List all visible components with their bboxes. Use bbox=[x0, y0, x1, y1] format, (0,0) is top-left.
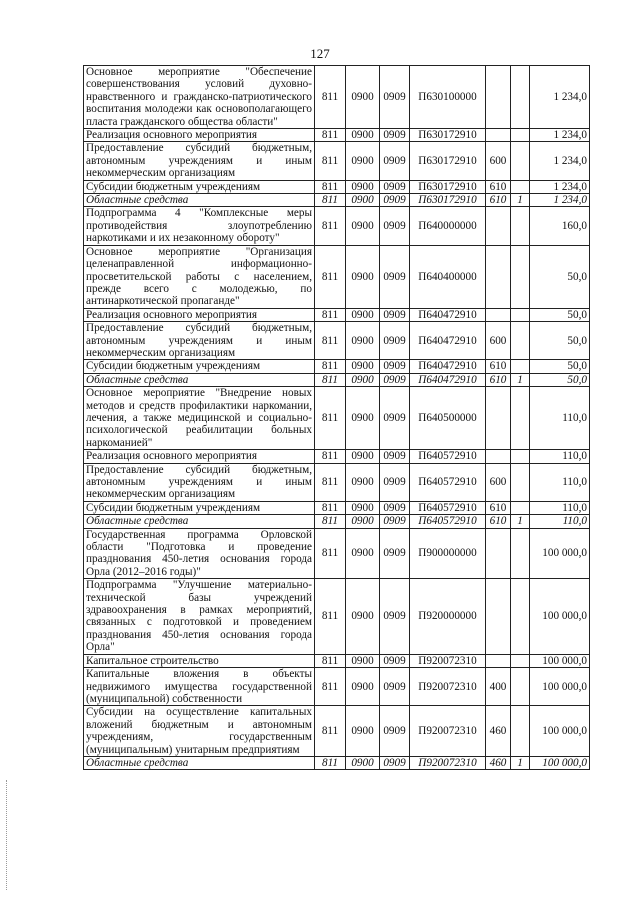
grbs-code-cell: 811 bbox=[315, 463, 346, 501]
target-article-cell: П920072310 bbox=[410, 668, 486, 706]
table-row bbox=[84, 142, 590, 180]
row-name-cell: Областные средства bbox=[84, 194, 315, 207]
budget-table-body bbox=[84, 66, 590, 770]
target-article-cell: П900000000 bbox=[410, 528, 486, 579]
target-article-cell: П640472910 bbox=[410, 322, 486, 360]
expense-type-cell bbox=[486, 129, 511, 142]
grbs-code-cell: 811 bbox=[315, 207, 346, 245]
table-row bbox=[84, 668, 590, 706]
target-article-cell: П630172910 bbox=[410, 129, 486, 142]
grbs-code-cell: 811 bbox=[315, 515, 346, 528]
subsection-code-cell: 0909 bbox=[380, 207, 410, 245]
subsection-code-cell: 0909 bbox=[380, 308, 410, 321]
target-article-cell: П920072310 bbox=[410, 706, 486, 757]
row-name-cell: Областные средства bbox=[84, 515, 315, 528]
expense-type-cell: 600 bbox=[486, 463, 511, 501]
expense-type-cell bbox=[486, 66, 511, 129]
row-name-cell: Подпрограмма "Улучшение материально-технической базы учреждений здравоохранения в рамках мероприятий, связанных с подготовкой и проведением празднования 450-летия основания города Орла" bbox=[84, 579, 315, 654]
amount-cell: 50,0 bbox=[530, 322, 590, 360]
section-code-cell: 0900 bbox=[346, 207, 380, 245]
row-name-cell: Предоставление субсидий бюджетным, автономным учреждениям и иным некоммерческим организациям bbox=[84, 142, 315, 180]
section-code-cell: 0900 bbox=[346, 668, 380, 706]
table-row bbox=[84, 360, 590, 373]
expense-type-cell bbox=[486, 579, 511, 654]
amount-cell: 110,0 bbox=[530, 450, 590, 463]
amount-cell: 110,0 bbox=[530, 463, 590, 501]
table-row bbox=[84, 308, 590, 321]
row-name-cell: Основное мероприятие "Организация целенаправленной информационно-просветительской работы с населением, прежде всего с молодежью, по антинаркотической пропаганде" bbox=[84, 245, 315, 308]
table-row bbox=[84, 756, 590, 769]
grbs-code-cell: 811 bbox=[315, 654, 346, 667]
expense-type-cell: 610 bbox=[486, 180, 511, 193]
target-article-cell: П640472910 bbox=[410, 360, 486, 373]
amount-cell: 100 000,0 bbox=[530, 668, 590, 706]
amount-cell: 110,0 bbox=[530, 501, 590, 514]
expense-type-cell bbox=[486, 528, 511, 579]
funding-source-cell: 1 bbox=[511, 515, 530, 528]
row-name-cell: Капитальное строительство bbox=[84, 654, 315, 667]
expense-type-cell bbox=[486, 387, 511, 450]
funding-source-cell bbox=[511, 668, 530, 706]
funding-source-cell: 1 bbox=[511, 373, 530, 386]
expense-type-cell: 610 bbox=[486, 194, 511, 207]
grbs-code-cell: 811 bbox=[315, 528, 346, 579]
grbs-code-cell: 811 bbox=[315, 450, 346, 463]
amount-cell: 160,0 bbox=[530, 207, 590, 245]
expense-type-cell: 600 bbox=[486, 142, 511, 180]
amount-cell: 110,0 bbox=[530, 387, 590, 450]
amount-cell: 100 000,0 bbox=[530, 756, 590, 769]
row-name-cell: Субсидии бюджетным учреждениям bbox=[84, 360, 315, 373]
grbs-code-cell: 811 bbox=[315, 373, 346, 386]
subsection-code-cell: 0909 bbox=[380, 66, 410, 129]
table-row bbox=[84, 463, 590, 501]
grbs-code-cell: 811 bbox=[315, 180, 346, 193]
section-code-cell: 0900 bbox=[346, 756, 380, 769]
row-name-cell: Субсидии бюджетным учреждениям bbox=[84, 501, 315, 514]
section-code-cell: 0900 bbox=[346, 450, 380, 463]
grbs-code-cell: 811 bbox=[315, 308, 346, 321]
grbs-code-cell: 811 bbox=[315, 194, 346, 207]
target-article-cell: П640572910 bbox=[410, 501, 486, 514]
row-name-cell: Основное мероприятие "Внедрение новых методов и средств профилактики наркомании, лечения, а также медицинской и социально-психологической реабилитации больных наркоманией" bbox=[84, 387, 315, 450]
expense-type-cell: 610 bbox=[486, 515, 511, 528]
amount-cell: 110,0 bbox=[530, 515, 590, 528]
funding-source-cell bbox=[511, 450, 530, 463]
amount-cell: 50,0 bbox=[530, 308, 590, 321]
target-article-cell: П640400000 bbox=[410, 245, 486, 308]
funding-source-cell bbox=[511, 322, 530, 360]
target-article-cell: П640572910 bbox=[410, 463, 486, 501]
grbs-code-cell: 811 bbox=[315, 387, 346, 450]
table-row bbox=[84, 373, 590, 386]
grbs-code-cell: 811 bbox=[315, 142, 346, 180]
section-code-cell: 0900 bbox=[346, 142, 380, 180]
section-code-cell: 0900 bbox=[346, 322, 380, 360]
amount-cell: 100 000,0 bbox=[530, 706, 590, 757]
section-code-cell: 0900 bbox=[346, 66, 380, 129]
subsection-code-cell: 0909 bbox=[380, 322, 410, 360]
section-code-cell: 0900 bbox=[346, 501, 380, 514]
expense-type-cell: 460 bbox=[486, 756, 511, 769]
expense-type-cell: 610 bbox=[486, 360, 511, 373]
subsection-code-cell: 0909 bbox=[380, 180, 410, 193]
subsection-code-cell: 0909 bbox=[380, 373, 410, 386]
row-name-cell: Предоставление субсидий бюджетным, автономным учреждениям и иным некоммерческим организациям bbox=[84, 463, 315, 501]
page-number: 127 bbox=[310, 46, 330, 61]
expense-type-cell bbox=[486, 308, 511, 321]
table-row bbox=[84, 706, 590, 757]
subsection-code-cell: 0909 bbox=[380, 706, 410, 757]
table-row bbox=[84, 194, 590, 207]
section-code-cell: 0900 bbox=[346, 373, 380, 386]
funding-source-cell: 1 bbox=[511, 194, 530, 207]
subsection-code-cell: 0909 bbox=[380, 245, 410, 308]
subsection-code-cell: 0909 bbox=[380, 360, 410, 373]
row-name-cell: Реализация основного мероприятия bbox=[84, 308, 315, 321]
grbs-code-cell: 811 bbox=[315, 66, 346, 129]
section-code-cell: 0900 bbox=[346, 579, 380, 654]
section-code-cell: 0900 bbox=[346, 515, 380, 528]
amount-cell: 100 000,0 bbox=[530, 528, 590, 579]
expense-type-cell: 600 bbox=[486, 322, 511, 360]
subsection-code-cell: 0909 bbox=[380, 668, 410, 706]
subsection-code-cell: 0909 bbox=[380, 129, 410, 142]
funding-source-cell bbox=[511, 142, 530, 180]
row-name-cell: Областные средства bbox=[84, 756, 315, 769]
table-row bbox=[84, 515, 590, 528]
funding-source-cell bbox=[511, 463, 530, 501]
row-name-cell: Субсидии бюджетным учреждениям bbox=[84, 180, 315, 193]
subsection-code-cell: 0909 bbox=[380, 528, 410, 579]
target-article-cell: П640500000 bbox=[410, 387, 486, 450]
expense-type-cell: 400 bbox=[486, 668, 511, 706]
row-name-cell: Основное мероприятие "Обеспечение совершенствования условий духовно-нравственного и гражданско-патриотического воспитания молодежи как основополагающего пласта гражданского общества области" bbox=[84, 66, 315, 129]
subsection-code-cell: 0909 bbox=[380, 501, 410, 514]
table-row bbox=[84, 501, 590, 514]
target-article-cell: П630172910 bbox=[410, 142, 486, 180]
target-article-cell: П630100000 bbox=[410, 66, 486, 129]
amount-cell: 50,0 bbox=[530, 373, 590, 386]
funding-source-cell bbox=[511, 308, 530, 321]
amount-cell: 1 234,0 bbox=[530, 142, 590, 180]
section-code-cell: 0900 bbox=[346, 360, 380, 373]
expense-type-cell: 610 bbox=[486, 501, 511, 514]
subsection-code-cell: 0909 bbox=[380, 450, 410, 463]
row-name-cell: Реализация основного мероприятия bbox=[84, 129, 315, 142]
grbs-code-cell: 811 bbox=[315, 668, 346, 706]
subsection-code-cell: 0909 bbox=[380, 756, 410, 769]
section-code-cell: 0900 bbox=[346, 129, 380, 142]
funding-source-cell bbox=[511, 207, 530, 245]
row-name-cell: Государственная программа Орловской области "Подготовка и проведение празднования 450-летия основания города Орла (2012–2016 годы)" bbox=[84, 528, 315, 579]
funding-source-cell bbox=[511, 129, 530, 142]
funding-source-cell bbox=[511, 360, 530, 373]
funding-source-cell: 1 bbox=[511, 756, 530, 769]
funding-source-cell bbox=[511, 579, 530, 654]
target-article-cell: П920072310 bbox=[410, 654, 486, 667]
table-row bbox=[84, 66, 590, 129]
expense-type-cell bbox=[486, 654, 511, 667]
expense-type-cell bbox=[486, 207, 511, 245]
target-article-cell: П630172910 bbox=[410, 180, 486, 193]
grbs-code-cell: 811 bbox=[315, 245, 346, 308]
row-name-cell: Предоставление субсидий бюджетным, автономным учреждениям и иным некоммерческим организациям bbox=[84, 322, 315, 360]
table-row bbox=[84, 180, 590, 193]
subsection-code-cell: 0909 bbox=[380, 463, 410, 501]
expense-type-cell: 610 bbox=[486, 373, 511, 386]
grbs-code-cell: 811 bbox=[315, 756, 346, 769]
grbs-code-cell: 811 bbox=[315, 360, 346, 373]
expense-type-cell bbox=[486, 450, 511, 463]
table-row bbox=[84, 528, 590, 579]
amount-cell: 100 000,0 bbox=[530, 579, 590, 654]
subsection-code-cell: 0909 bbox=[380, 387, 410, 450]
table-row bbox=[84, 579, 590, 654]
subsection-code-cell: 0909 bbox=[380, 194, 410, 207]
row-name-cell: Субсидии на осуществление капитальных вложений бюджетным и автономным учреждениям, государственным (муниципальным) унитарным предприятиям bbox=[84, 706, 315, 757]
funding-source-cell bbox=[511, 387, 530, 450]
table-row bbox=[84, 322, 590, 360]
row-name-cell: Капитальные вложения в объекты недвижимого имущества государственной (муниципальной) собственности bbox=[84, 668, 315, 706]
funding-source-cell bbox=[511, 528, 530, 579]
section-code-cell: 0900 bbox=[346, 180, 380, 193]
subsection-code-cell: 0909 bbox=[380, 515, 410, 528]
target-article-cell: П630172910 bbox=[410, 194, 486, 207]
table-row bbox=[84, 129, 590, 142]
section-code-cell: 0900 bbox=[346, 194, 380, 207]
margin-marks bbox=[6, 780, 10, 890]
target-article-cell: П920000000 bbox=[410, 579, 486, 654]
subsection-code-cell: 0909 bbox=[380, 579, 410, 654]
table-row bbox=[84, 245, 590, 308]
funding-source-cell bbox=[511, 654, 530, 667]
target-article-cell: П640572910 bbox=[410, 450, 486, 463]
grbs-code-cell: 811 bbox=[315, 322, 346, 360]
expense-type-cell: 460 bbox=[486, 706, 511, 757]
grbs-code-cell: 811 bbox=[315, 501, 346, 514]
grbs-code-cell: 811 bbox=[315, 579, 346, 654]
section-code-cell: 0900 bbox=[346, 463, 380, 501]
budget-table bbox=[83, 65, 590, 770]
subsection-code-cell: 0909 bbox=[380, 654, 410, 667]
amount-cell: 100 000,0 bbox=[530, 654, 590, 667]
section-code-cell: 0900 bbox=[346, 528, 380, 579]
row-name-cell: Подпрограмма 4 "Комплексные меры противодействия злоупотреблению наркотиками и их незаконному обороту" bbox=[84, 207, 315, 245]
funding-source-cell bbox=[511, 501, 530, 514]
amount-cell: 1 234,0 bbox=[530, 180, 590, 193]
section-code-cell: 0900 bbox=[346, 387, 380, 450]
amount-cell: 1 234,0 bbox=[530, 194, 590, 207]
amount-cell: 50,0 bbox=[530, 360, 590, 373]
funding-source-cell bbox=[511, 66, 530, 129]
grbs-code-cell: 811 bbox=[315, 706, 346, 757]
grbs-code-cell: 811 bbox=[315, 129, 346, 142]
funding-source-cell bbox=[511, 245, 530, 308]
row-name-cell: Областные средства bbox=[84, 373, 315, 386]
table-row bbox=[84, 387, 590, 450]
funding-source-cell bbox=[511, 706, 530, 757]
table-row bbox=[84, 450, 590, 463]
table-row bbox=[84, 207, 590, 245]
section-code-cell: 0900 bbox=[346, 308, 380, 321]
funding-source-cell bbox=[511, 180, 530, 193]
expense-type-cell bbox=[486, 245, 511, 308]
row-name-cell: Реализация основного мероприятия bbox=[84, 450, 315, 463]
table-row bbox=[84, 654, 590, 667]
target-article-cell: П920072310 bbox=[410, 756, 486, 769]
target-article-cell: П640472910 bbox=[410, 308, 486, 321]
section-code-cell: 0900 bbox=[346, 245, 380, 308]
subsection-code-cell: 0909 bbox=[380, 142, 410, 180]
section-code-cell: 0900 bbox=[346, 706, 380, 757]
amount-cell: 1 234,0 bbox=[530, 129, 590, 142]
amount-cell: 1 234,0 bbox=[530, 66, 590, 129]
target-article-cell: П640000000 bbox=[410, 207, 486, 245]
target-article-cell: П640572910 bbox=[410, 515, 486, 528]
amount-cell: 50,0 bbox=[530, 245, 590, 308]
section-code-cell: 0900 bbox=[346, 654, 380, 667]
target-article-cell: П640472910 bbox=[410, 373, 486, 386]
